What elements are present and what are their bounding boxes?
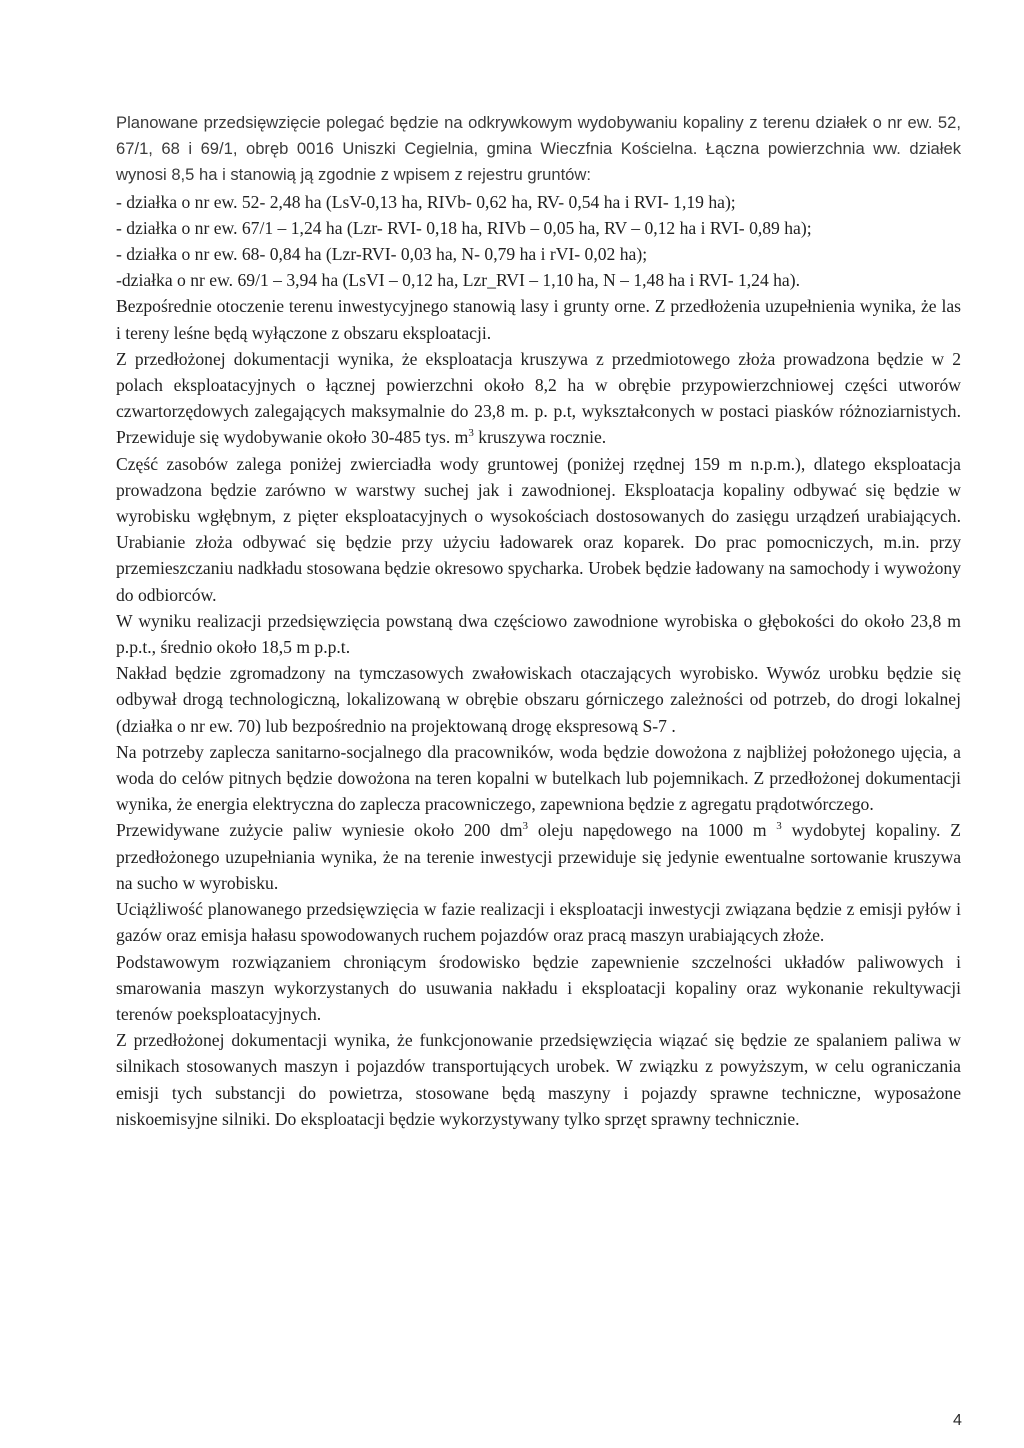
fuel-superscript-1: 3 — [522, 820, 529, 833]
fuel-text-a: Przewidywane zużycie paliw wyniesie około 200 dm — [116, 820, 523, 841]
plot-list-item: - działka o nr ew. 52- 2,48 ha (LsV-0,13 ha, RIVb- 0,62 ha, RV- 0,54 ha i RVI- 1,19 ha); — [116, 191, 736, 212]
facilities-paragraph: Na potrzeby zaplecza sanitarno-socjalnego dla pracowników, woda będzie dowożona z najbliżej położonego ujęcia, a woda do celów pitnych będzie dowożona na teren kopalni w butelkach lub pojemnikach. Z przedłożonej dokumentacji wynika, że energia elektryczna do zaplecza pracowniczego, zapewniona będzie z agregatu prądotwórczego. — [116, 741, 961, 815]
emissions-paragraph: Z przedłożonej dokumentacji wynika, że funkcjonowanie przedsięwzięcia wiązać się będzie ze spalaniem paliwa w silnikach stosowanych maszyn i pojazdów transportujących urobek. W związku z powyższym, w celu ograniczania emisji tych substancji do powietrza, stosowane będą maszyny i pojazdy sprawne techniczne, wyposażone niskoemisyjne silniki. Do eksploatacji będzie wykorzystywany tylko sprzęt sprawny technicznie. — [116, 1030, 961, 1129]
groundwater-paragraph: Część zasobów zalega poniżej zwierciadła wody gruntowej (poniżej rzędnej 159 m n.p.m.), dlatego eksploatacja prowadzona będzie zarówno w warstwy suchej jak i zawodnionej. Eksploatacja kopaliny odbywać się będzie w wyrobisku wgłębnym, z pięter eksploatacyjnych o wysokościach dostosowanych do zasięgu urządzeń urabiających. Urabianie złoża odbywać się będzie przy użyciu ładowarek oraz koparek. Do prac pomocniczych, m.in. przy przemieszczaniu nadkładu stosowana będzie okresowo spycharka. Urobek będzie ładowany na samochody i wywożony do odbiorców. — [116, 453, 961, 605]
plot-list-item: - działka o nr ew. 68- 0,84 ha (Lzr-RVI- 0,03 ha, N- 0,79 ha i rVI- 0,02 ha); — [116, 244, 648, 265]
page-number: 4 — [953, 1412, 962, 1429]
exploitation-text-a: Z przedłożonej dokumentacji wynika, że eksploatacja kruszywa z przedmiotowego złoża prowadzona będzie w 2 polach eksploatacyjnych o łącznej powierzchni około 8,2 ha w obrębie przypowierzchniowej części utworów czwartorzędowych zalegających maksymalnie do 23,8 m. p. p.t, wykształconych w postaci piasków różnoziarnistych. Przewiduje się wydobywanie około 30-485 tys. m — [116, 348, 961, 448]
exploitation-text-b: kruszywa rocznie. — [473, 427, 607, 448]
exploitation-superscript: 3 — [468, 427, 474, 440]
document-body — [116, 110, 961, 1132]
exploitation-paragraph — [116, 346, 961, 451]
protection-paragraph: Podstawowym rozwiązaniem chroniącym środowisko będzie zapewnienie szczelności układów paliwowych i smarowania maszyn wykorzystanych do usuwania nakładu i eksploatacji kopaliny oraz wykonanie rekultywacji terenów poeksploatacyjnych. — [116, 951, 961, 1024]
overburden-paragraph: Nakład będzie zgromadzony na tymczasowych zwałowiskach otaczających wyrobisko. Wywóz urobku będzie się odbywał drogą technologiczną, lokalizowaną w obrębie obszaru górniczego zależności od potrzeb, do drogi lokalnej (działka o nr ew. 70) lub bezpośrednio na projektowaną drogę ekspresową S-7 . — [116, 663, 961, 736]
pits-paragraph: W wyniku realizacji przedsięwzięcia powstaną dwa częściowo zawodnione wyrobiska o głębokości do około 23,8 m p.p.t., średnio około 18,5 m p.p.t. — [116, 610, 961, 658]
intro-paragraph: Planowane przedsięwzięcie polegać będzie na odkrywkowym wydobywaniu kopaliny z terenu działek o nr ew. 52, 67/1, 68 i 69/1, obręb 0016 Uniszki Cegielnia, gmina Wieczfnia Kościelna. Łączna powierzchnia ww. działek wynosi 8,5 ha i stanowią ją zgodnie z wpisem z rejestru gruntów: — [116, 113, 961, 185]
nuisance-paragraph: Uciążliwość planowanego przedsięwzięcia w fazie realizacji i eksploatacji inwestycji związana będzie z emisji pyłów i gazów oraz emisja hałasu spowodowanych ruchem pojazdów oraz pracą maszyn urabiających złoże. — [116, 899, 961, 946]
fuel-superscript-2: 3 — [776, 820, 782, 833]
plot-list-item: -działka o nr ew. 69/1 – 3,94 ha (LsVI – 0,12 ha, Lzr_RVI – 1,10 ha, N – 1,48 ha i RVI- 1,24 ha). — [116, 270, 800, 291]
fuel-paragraph — [116, 817, 961, 896]
fuel-text-c: wydobytej kopaliny. Z przedłożonego uzupełniania wynika, że na terenie inwestycji przewiduje się jedynie ewentualne sortowanie kruszywa na sucho w wyrobisku. — [116, 820, 961, 893]
fuel-text-b: oleju napędowego na 1000 m — [528, 820, 777, 841]
surroundings-paragraph: Bezpośrednie otoczenie terenu inwestycyjnego stanowią lasy i grunty orne. Z przedłożenia uzupełnienia wynika, że las i tereny leśne będą wyłączone z obszaru eksploatacji. — [116, 296, 961, 343]
plot-list-item: - działka o nr ew. 67/1 – 1,24 ha (Lzr- RVI- 0,18 ha, RIVb – 0,05 ha, RV – 0,12 ha i RVI- 0,89 ha); — [116, 217, 812, 238]
